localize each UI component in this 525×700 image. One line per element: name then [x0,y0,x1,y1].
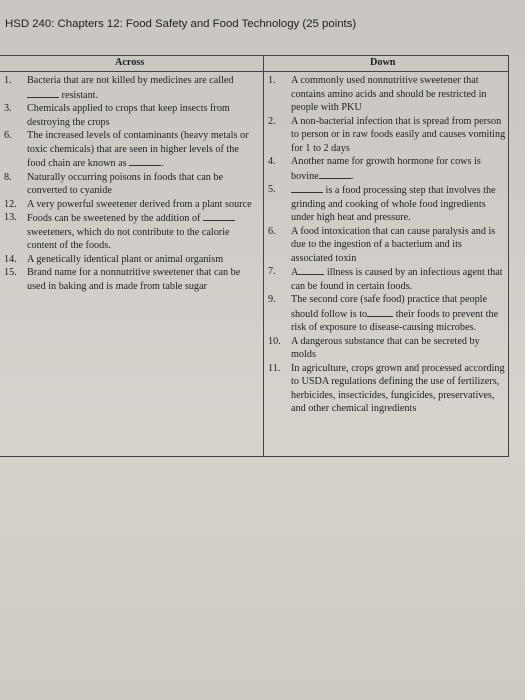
clue-number: 14. [4,253,17,265]
clue-number: 7. [268,266,276,277]
clue-text-end: is a food processing step that involves the grinding and cooking of whole food ingredients under high heat and pressure. [291,185,496,223]
clue-text: A commonly used nonnutritive sweetener that contains amino acids and should be restricted in people with PKU [291,75,487,113]
answer-blank [27,88,59,98]
answer-blank [298,265,324,275]
clue-text: Another name for growth hormone for cows is bovine [291,156,481,182]
clue-number: 1. [268,75,276,86]
across-clue [4,253,260,267]
clue-text-end: illness is caused by an infectious agent that can be found in certain foods. [291,267,503,292]
across-clue [4,74,260,102]
down-clue [268,155,506,183]
header-divider [0,71,508,72]
clue-text: The second core (safe food) practice that people should follow is to [291,294,488,320]
clue-number: 6. [4,130,12,141]
clue-text: Bacteria that are not killed by medicines are called [27,75,234,86]
clue-number: 3. [4,103,12,114]
clue-text-end: . [350,170,354,182]
clue-number: 2. [268,115,276,127]
clue-text-end: resistant. [59,89,99,101]
down-clue [268,183,506,225]
clue-number: 10. [268,335,281,347]
across-clue [4,211,260,253]
clue-text-end: . [161,158,164,169]
across-clue [4,198,260,212]
column-divider [263,56,264,456]
clue-number: 12. [4,198,17,210]
clue-text: A non-bacterial infection that is spread from person to person or in raw foods easily and causes vomiting for 1 to 2 days [291,115,506,154]
clue-text: A genetically identical plant or animal organism [27,253,224,265]
clue-text: A food intoxication that can cause paralysis and is due to the ingestion of a bacterium and its associated toxin [291,225,496,264]
down-clues [268,74,506,416]
clue-number: 15. [4,267,17,278]
across-header: Across [115,57,145,68]
clue-text: The increased levels of contaminants (heavy metals or toxic chemicals) that are seen in higher levels of the food chain are known as [27,130,249,169]
answer-blank [319,169,351,179]
answer-blank [203,211,235,221]
down-header: Down [370,57,396,68]
worksheet-title: HSD 240: Chapters 12: Food Safety and Food Technology (25 points) [5,18,357,30]
clue-number: 9. [268,294,276,305]
across-clue [4,171,260,198]
clue-number: 13. [4,212,17,223]
clue-text: In agriculture, crops grown and processed according to USDA regulations defining the use of fertilizers, herbicides, insecticides, fungicides, preservatives, and other chemical ingredients [291,362,505,414]
clue-text: Brand name for a nonnutritive sweetener that can be used in baking and is made from table sugar [27,267,241,292]
clue-number: 8. [4,171,12,183]
answer-blank [129,156,161,166]
across-clue [4,102,260,129]
clue-number: 4. [268,156,276,167]
clue-text: Chemicals applied to crops that keep insects from destroying the crops [27,103,230,128]
across-clues [4,74,260,293]
clue-text: Naturally occurring poisons in foods that can be converted to cyanide [27,171,224,196]
clue-text-end: their foods to prevent the risk of exposure to disease-causing microbes. [291,308,499,333]
down-clue [268,74,506,115]
clue-text: A very powerful sweetener derived from a plant source [27,198,252,210]
down-clue [268,265,506,293]
down-clue [268,335,506,362]
crossword-clue-table [0,55,509,457]
clue-text: Foods can be sweetened by the addition of [27,213,203,224]
clue-text: A dangerous substance that can be secreted by molds [291,335,480,360]
clue-number: 1. [4,75,12,86]
down-clue [268,362,506,416]
clue-number: 5. [268,184,276,195]
down-clue [268,225,506,266]
across-clue [4,129,260,171]
answer-blank [291,183,323,193]
clue-text-end: sweeteners, which do not contribute to the calorie content of the foods. [27,226,230,251]
answer-blank [367,307,393,317]
down-clue [268,293,506,335]
clue-number: 11. [268,362,281,374]
clue-text: A [291,267,299,278]
down-clue [268,115,506,156]
across-clue [4,266,260,293]
clue-number: 6. [268,225,276,237]
